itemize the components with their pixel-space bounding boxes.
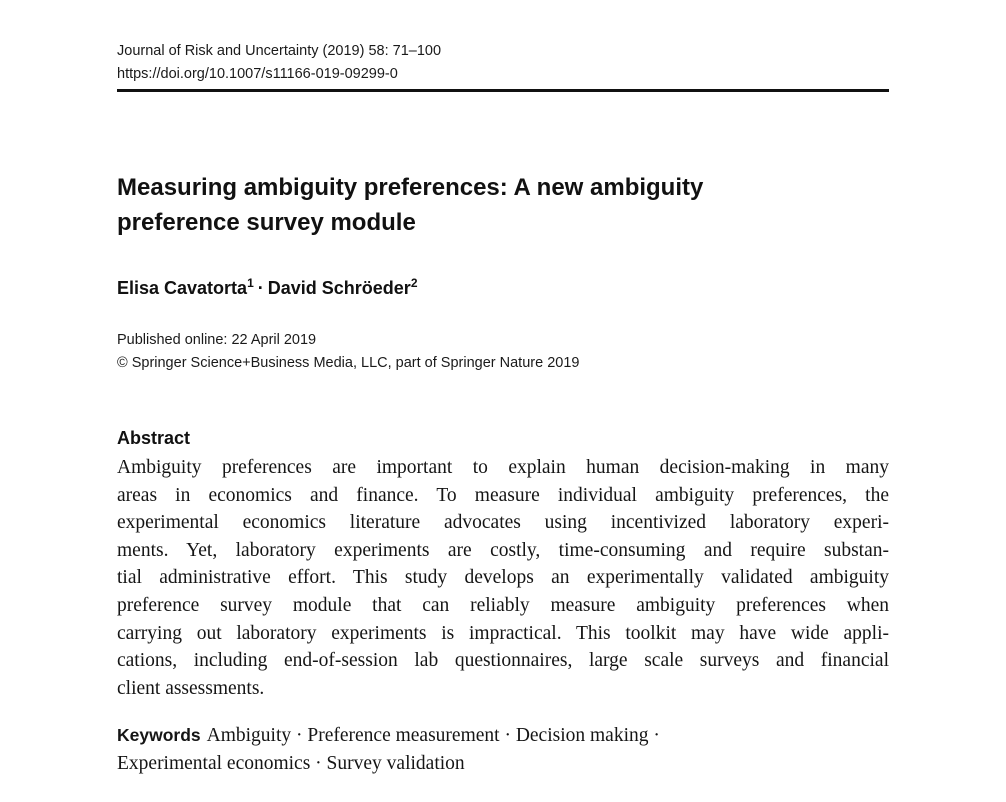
abstract-text (117, 454, 889, 702)
keywords-line-1: Ambiguity · Preference measurement · Decision making · (206, 725, 660, 746)
author-list (117, 274, 418, 302)
abstract-line: client assessments. (117, 677, 265, 699)
abstract-line: areas in economics and finance. To measure individual ambiguity preferences, the (117, 484, 889, 506)
title-line-2: preference survey module (117, 209, 416, 236)
journal-header (117, 40, 441, 86)
journal-citation: Journal of Risk and Uncertainty (2019) 58: 71–100 (117, 43, 442, 59)
abstract-line: cations, including end-of-session lab questionnaires, large scale surveys and financial (117, 650, 889, 672)
publication-info (117, 329, 579, 375)
affiliation-marker: 2 (410, 276, 418, 290)
title-line-1: Measuring ambiguity preferences: A new ambiguity (117, 174, 704, 201)
abstract-line: preference survey module that can reliably measure ambiguity preferences when (117, 594, 889, 616)
abstract-line: tial administrative effort. This study develops an experimentally validated ambiguity (117, 567, 889, 589)
abstract-line: ments. Yet, laboratory experiments are costly, time-consuming and require substan- (117, 539, 889, 561)
paper-page (117, 0, 889, 802)
author-name[interactable]: Elisa Cavatorta (117, 278, 248, 298)
keywords-label: Keywords (117, 725, 201, 745)
keywords-section (117, 721, 889, 778)
copyright-notice: © Springer Science+Business Media, LLC, part of Springer Nature 2019 (117, 355, 580, 371)
published-date: Published online: 22 April 2019 (117, 332, 317, 348)
paper-title (117, 170, 797, 240)
abstract-line: Ambiguity preferences are important to explain human decision-making in many (117, 457, 889, 478)
abstract-line: carrying out laboratory experiments is impractical. This toolkit may have wide appli- (117, 622, 889, 644)
affiliation-marker: 1 (247, 276, 254, 290)
abstract-line: experimental economics literature advocates using incentivized laboratory experi- (117, 512, 889, 534)
abstract-heading: Abstract (117, 428, 191, 448)
author-separator: · (257, 278, 264, 298)
author-name[interactable]: David Schröeder (267, 278, 411, 298)
doi-link[interactable]: https://doi.org/10.1007/s11166-019-09299-0 (117, 66, 398, 82)
keywords-line-2: Experimental economics · Survey validation (117, 753, 465, 774)
header-divider (117, 89, 889, 92)
